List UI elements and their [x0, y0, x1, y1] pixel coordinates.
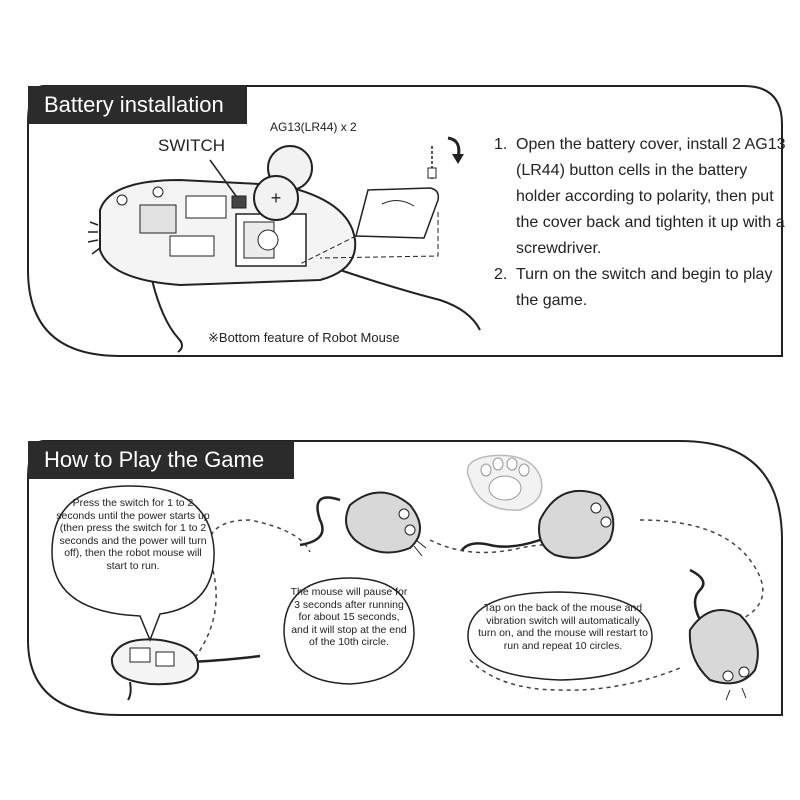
mouse-illustration: [300, 493, 426, 557]
switch-label: SWITCH: [158, 136, 226, 155]
bubble-text-tap-back: Tap on the back of the mouse and vibration switch will automatically turn on, and the mouse will restart to run and repeat 10 circles.: [478, 602, 648, 652]
battery-step-1: 1. Open the battery cover, install 2 AG13 (LR44) button cells in the battery holder according to polarity, then put the cover back and tighten it up with a screwdriver.: [494, 136, 786, 257]
bubble-text-press-switch: Press the switch for 1 to 2 seconds until the power starts up (then press the switch for 1 to 2 seconds and the power will turn off), then the robot mouse will start to run.: [56, 497, 210, 572]
play-section-title: How to Play the Game: [28, 441, 294, 479]
battery-section-title: Battery installation: [28, 86, 247, 124]
bottom-feature-note: ※Bottom feature of Robot Mouse: [208, 330, 400, 345]
battery-type-label: AG13(LR44) x 2: [270, 120, 357, 134]
paw-print-icon: [468, 455, 542, 510]
svg-text:+: +: [270, 188, 282, 208]
mouse-illustration: [690, 570, 758, 700]
mouse-bottom-illustration: [112, 639, 260, 700]
bubble-text-pause: The mouse will pause for 3 seconds after running for about 15 seconds, and it will stop at the end of the 10th circle.: [290, 586, 408, 648]
battery-step-2: 2. Turn on the switch and begin to play the game.: [494, 266, 773, 309]
